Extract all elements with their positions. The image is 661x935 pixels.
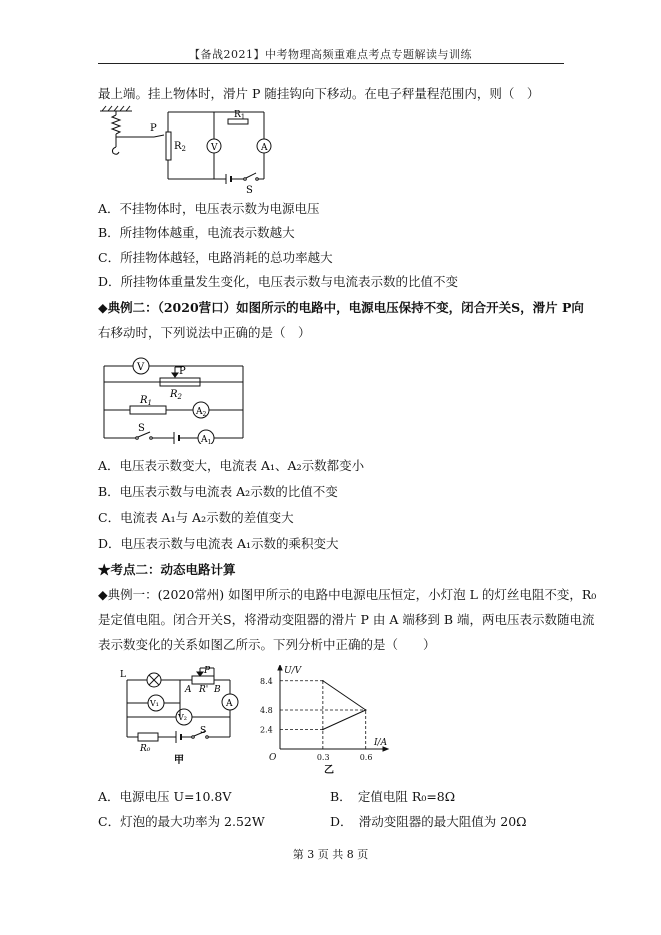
q1-label-v: V bbox=[211, 143, 218, 153]
x-axis-label: I/A bbox=[374, 738, 388, 748]
q3-title-line1: ◆典例一：(2020常州) 如图甲所示的电路中电源电压恒定，小灯泡 L 的灯丝电阻不变，R₀ bbox=[98, 587, 597, 602]
q3-caption-jia: 甲 bbox=[174, 755, 184, 765]
q2-label-r1: $R_1$ bbox=[140, 395, 152, 407]
q2-r1-resistor bbox=[130, 406, 166, 414]
x-tick-label: 0.3 bbox=[316, 753, 330, 762]
origin-label: O bbox=[269, 753, 277, 763]
q1-stem: 最上端。挂上物体时，滑片 P 随挂钩向下移动。在电子秤量程范围内，则（ ） bbox=[98, 86, 540, 101]
series-line-upper bbox=[323, 681, 366, 710]
q1-label-p: P bbox=[150, 123, 157, 134]
q2-option-c: C．电流表 A₁与 A₂示数的差值变大 bbox=[98, 510, 294, 525]
q2-circuit-diagram bbox=[100, 352, 248, 444]
data-point-lower-0 bbox=[322, 729, 324, 731]
q2-label-a1: $A_1$ bbox=[201, 435, 212, 444]
y-tick-label: 8.4 bbox=[260, 676, 273, 686]
q1-option-d: D．所挂物体重量发生变化，电压表示数与电流表示数的比值不变 bbox=[98, 274, 459, 289]
q3-title-line3: 表示数变化的关系如图乙所示。下列分析中正确的是（ ） bbox=[98, 637, 436, 652]
q1-label-a: A bbox=[261, 143, 268, 153]
q3-title-line2: 是定值电阻。闭合开关S，将滑动变阻器的滑片 P 由 A 端移到 B 端，两电压表示数随电流 bbox=[98, 612, 595, 627]
q2-option-b: B．电压表示数与电流表 A₂示数的比值不变 bbox=[98, 484, 338, 499]
y-axis-label: U/V bbox=[284, 666, 302, 676]
q2-option-d: D．电压表示数与电流表 A₁示数的乘积变大 bbox=[98, 536, 339, 551]
q3-option-c: C．灯泡的最大功率为 2.52W bbox=[98, 814, 265, 829]
page-header: 【备战2021】中考物理高频重难点考点专题解读与训练 bbox=[189, 48, 472, 61]
q3-label-v2: V₂ bbox=[178, 713, 187, 722]
x-tick-label: 0.6 bbox=[359, 753, 373, 762]
q3-label-r: R' bbox=[199, 685, 209, 695]
q1-option-b: B．所挂物体越重，电流表示数越大 bbox=[98, 225, 295, 240]
hook bbox=[112, 147, 119, 154]
series-line-lower bbox=[323, 710, 366, 730]
q3-option-a: A．电源电压 U=10.8V bbox=[98, 789, 232, 804]
q2-label-v: V bbox=[137, 362, 145, 373]
q3-label-b-end: B bbox=[214, 685, 221, 695]
q3-label-a-end: A bbox=[185, 685, 192, 695]
q1-label-r1: $R_1$ bbox=[234, 110, 246, 121]
q3-label-l: L bbox=[120, 670, 126, 680]
q3-label-v1: V₁ bbox=[150, 699, 159, 708]
spring bbox=[112, 115, 120, 134]
q3-label-am: A bbox=[226, 699, 233, 709]
y-tick-label: 2.4 bbox=[260, 725, 273, 735]
q1-circuit-diagram bbox=[98, 105, 288, 195]
q1-option-a: A．不挂物体时，电压表示数为电源电压 bbox=[98, 201, 320, 216]
q1-label-r2: $R_2$ bbox=[174, 141, 186, 153]
q2-option-a: A．电压表示数变大，电流表 A₁、A₂示数都变小 bbox=[98, 458, 365, 473]
q2-label-s: S bbox=[138, 423, 145, 434]
r2-resistor bbox=[166, 132, 171, 160]
data-point-upper-0 bbox=[322, 680, 324, 682]
data-point-lower-1 bbox=[365, 709, 367, 711]
q2-label-p: P bbox=[179, 366, 186, 377]
q2-label-a2: $A_2$ bbox=[196, 407, 207, 418]
q3-label-r0: R₀ bbox=[140, 744, 151, 754]
y-tick-label: 4.8 bbox=[260, 706, 273, 715]
q2-title-line1: ◆典例二：（2020营口）如图所示的电路中，电源电压保持不变，闭合开关S，滑片 P向 bbox=[98, 300, 584, 315]
chart-caption: 乙 bbox=[324, 765, 334, 776]
y-axis-arrow bbox=[278, 665, 282, 670]
page-footer: 第 3 页 共 8 页 bbox=[292, 848, 369, 861]
q3-circuit-diagram bbox=[120, 665, 245, 765]
q1-label-s: S bbox=[246, 185, 253, 195]
rheostat bbox=[192, 676, 214, 684]
q3-option-b: B． 定值电阻 R₀=8Ω bbox=[330, 789, 456, 804]
q3-label-p: P bbox=[204, 666, 211, 676]
q3-label-s: S bbox=[200, 726, 207, 736]
q2-label-r2: $R_2$ bbox=[170, 389, 182, 401]
header-rule bbox=[98, 63, 564, 64]
ceiling-hatch bbox=[102, 106, 130, 111]
q1-option-c: C．所挂物体越轻，电路消耗的总功率越大 bbox=[98, 250, 333, 265]
q2-title-line2: 右移动时，下列说法中正确的是（ ） bbox=[98, 325, 311, 340]
resistor-r0 bbox=[138, 733, 158, 741]
q3-graph bbox=[258, 665, 398, 777]
section-title: ★考点二：动态电路计算 bbox=[98, 562, 236, 577]
q3-option-d: D． 滑动变阻器的最大阻值为 20Ω bbox=[330, 814, 527, 829]
